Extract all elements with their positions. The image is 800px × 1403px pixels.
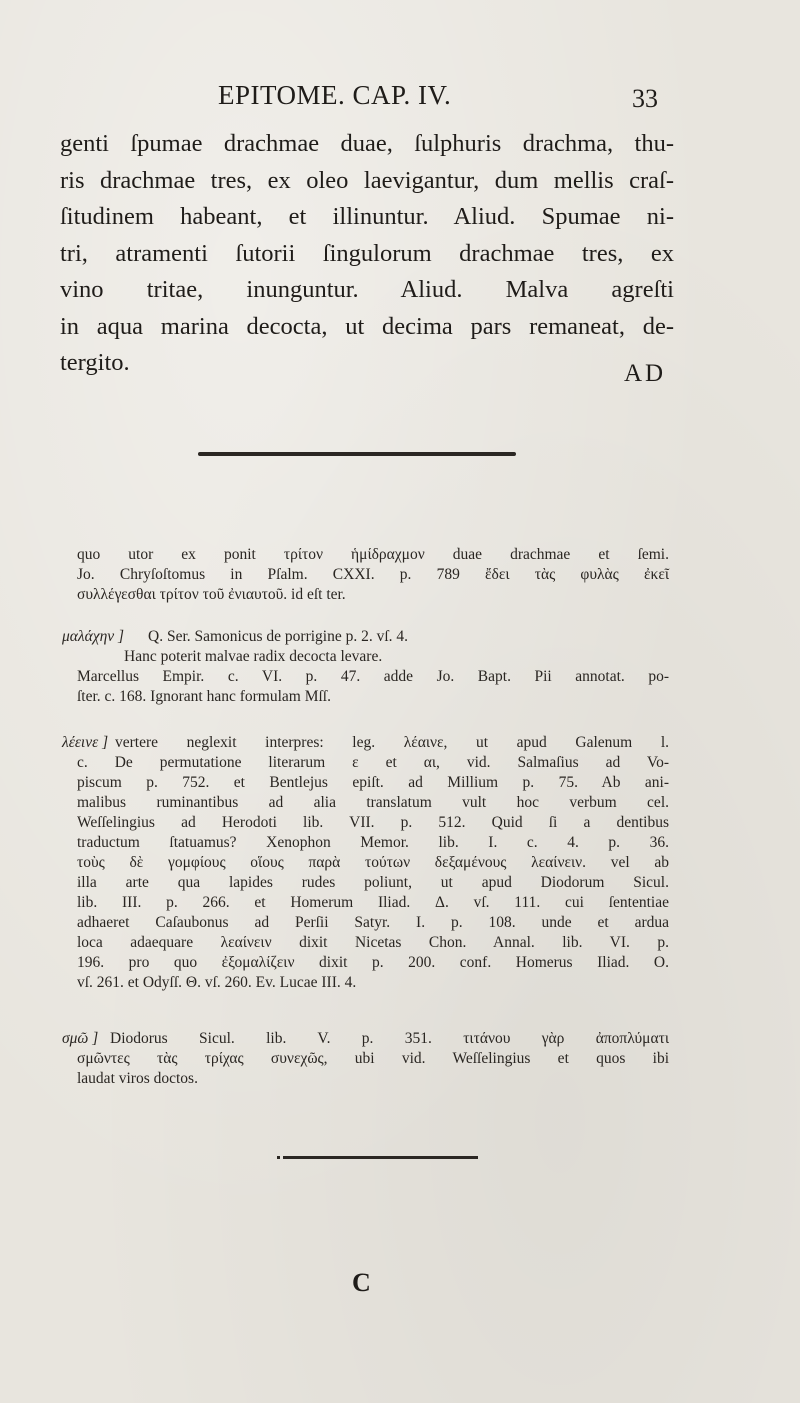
note-line: vertere neglexit interpres: leg. λέαινε, ut apud Galenum l.	[115, 734, 669, 751]
running-head: EPITOME. CAP. IV.	[218, 80, 452, 110]
note-line: lib. III. p. 266. et Homerum Iliad. Δ. vſ. 111. cui ſententiae	[77, 894, 669, 911]
note-line: loca adaequare λεαίνειν dixit Nicetas Chon. Annal. lib. VI. p.	[77, 934, 669, 951]
note-line: συλλέγεσθαι τρίτον τοῦ ἐνιαυτοῦ. id eſt ter.	[77, 586, 346, 603]
main-text-line: tergito.	[60, 349, 130, 376]
page-number: 33	[632, 84, 658, 113]
main-text-line: ſitudinem habeant, et illinuntur. Aliud. Spumae ni-	[60, 203, 674, 230]
note-lemma: λέεινε ]	[62, 734, 109, 751]
note-line: τοὺς δὲ γομφίους οἵους παρὰ τούτων δεξαμένους λεαίνειν. vel ab	[77, 854, 669, 871]
section-divider	[198, 452, 516, 456]
note-line: traductum ſtatuamus? Xenophon Memor. lib. I. c. 4. p. 36.	[77, 834, 669, 851]
note-line: σμῶντες τὰς τρίχας συνεχῶς, ubi vid. Weſſelingius et quos ibi	[77, 1050, 669, 1067]
note-line: c. De permutatione literarum ε et αι, vid. Salmaſius ad Vo-	[77, 754, 669, 771]
note-line: illa arte qua lapides rudes poliunt, ut apud Diodorum Sicul.	[77, 874, 669, 891]
note-line: piscum p. 752. et Bentlejus epiſt. ad Millium p. 75. Ab ani-	[77, 774, 669, 791]
catchword: AD	[624, 360, 667, 387]
main-text-line: genti ſpumae drachmae duae, ſulphuris drachma, thu-	[60, 130, 674, 157]
note-line: Weſſelingius ad Herodoti lib. VII. p. 512. Quid ſi a dentibus	[77, 814, 669, 831]
note-line: 196. pro quo ἐξομαλίζειν dixit p. 200. conf. Homerus Iliad. O.	[77, 954, 669, 971]
main-text-line: in aqua marina decocta, ut decima pars remaneat, de-	[60, 312, 674, 340]
main-text	[60, 126, 674, 382]
note-line: quo utor ex ponit τρίτον ἡμίδραχμον duae drachmae et ſemi.	[77, 546, 669, 563]
note-line: Q. Ser. Samonicus de porrigine p. 2. vſ. 4.	[148, 628, 409, 645]
note-line: Jo. Chryſoſtomus in Pſalm. CXXI. p. 789 ἔδει τὰς φυλὰς ἐκεῖ	[77, 566, 669, 583]
main-text-line: vino tritae, inunguntur. Aliud. Malva agreſti	[60, 276, 674, 303]
note-lemma: σμῶ ]	[62, 1030, 99, 1047]
note-line: laudat viros doctos.	[77, 1070, 198, 1087]
main-text-line: ris drachmae tres, ex oleo laevigantur, dum mellis craſ-	[60, 166, 674, 194]
note-lemma: μαλάχην ]	[62, 628, 125, 645]
note-line: ſter. c. 168. Ignorant hanc formulam Mſſ.	[77, 688, 331, 705]
footer-divider	[283, 1156, 478, 1159]
note-line: adhaeret Caſaubonus ad Perſii Satyr. I. p. 108. unde et ardua	[77, 914, 669, 931]
note-line: vſ. 261. et Odyſſ. Θ. vſ. 260. Ev. Lucae III. 4.	[77, 974, 357, 991]
note-line: malibus ruminantibus ad alia translatum vult hoc verbum cel.	[77, 794, 669, 811]
signature-mark: C	[352, 1268, 371, 1297]
note-line: Marcellus Empir. c. VI. p. 47. adde Jo. Bapt. Pii annotat. po-	[77, 668, 669, 685]
note-line: Hanc poterit malvae radix decocta levare.	[124, 648, 383, 665]
note-line: Diodorus Sicul. lib. V. p. 351. τιτάνου γὰρ ἀποπλύματι	[110, 1030, 669, 1047]
main-text-line: tri, atramenti ſutorii ſingulorum drachmae tres, ex	[60, 239, 674, 267]
